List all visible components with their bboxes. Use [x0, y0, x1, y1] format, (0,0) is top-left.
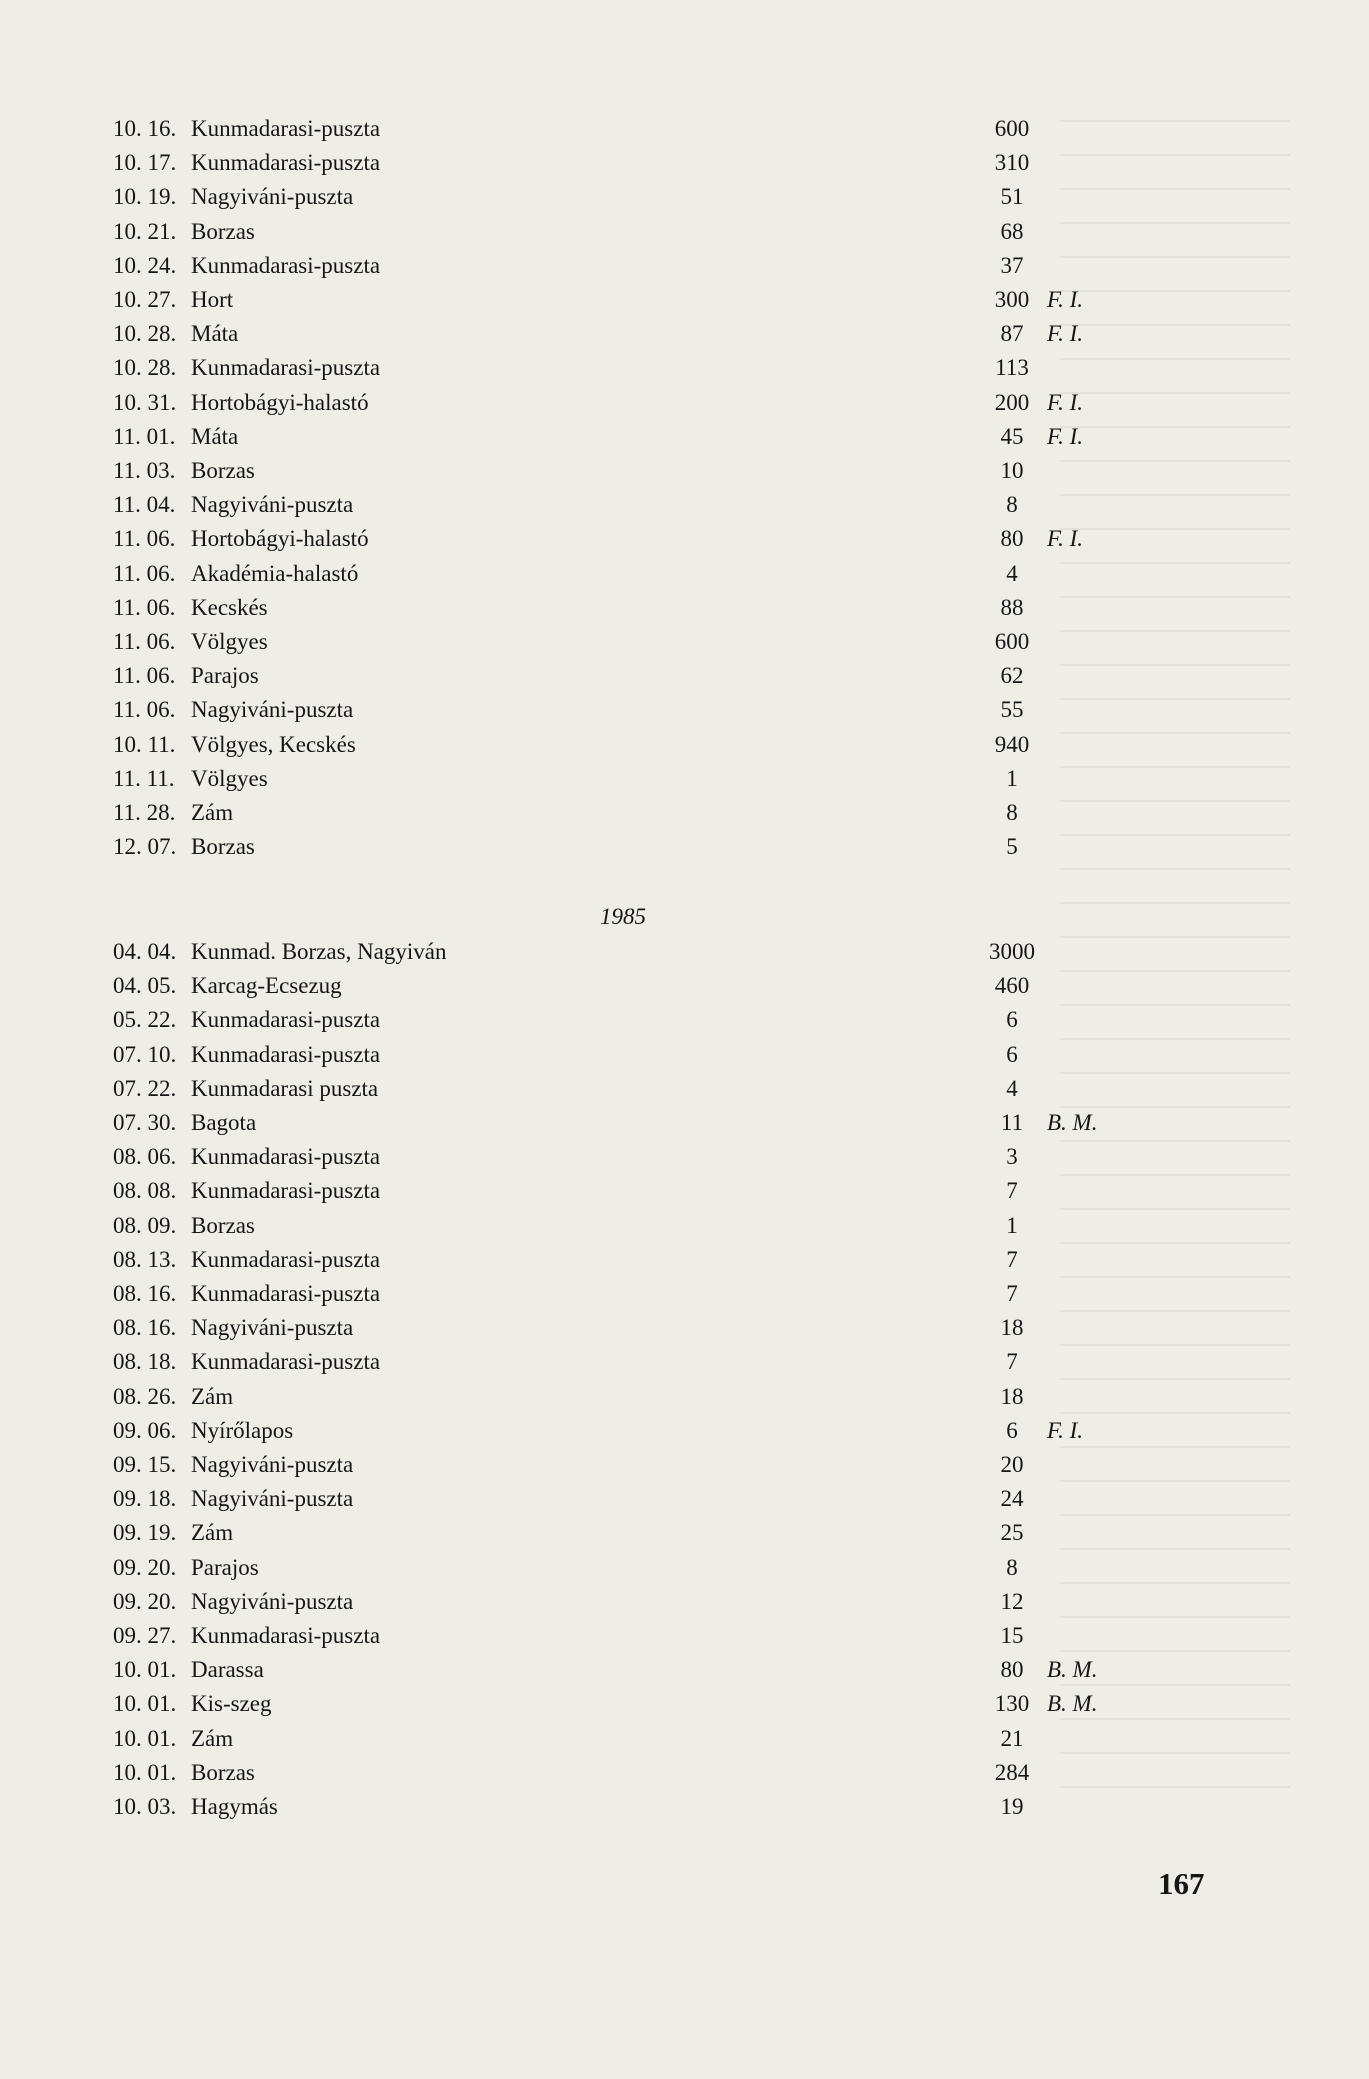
date-cell: 10. 11. [113, 731, 176, 757]
table-row [113, 1551, 1043, 1585]
count-cell: 8 [1006, 492, 1018, 518]
table-row [113, 1277, 1043, 1311]
count-cell: 37 [1000, 252, 1024, 278]
table-row [113, 1209, 1043, 1243]
table-row [113, 969, 1043, 1003]
count-cell: 460 [994, 973, 1030, 999]
place-cell: Zám [191, 1725, 234, 1751]
table-row [113, 1003, 1043, 1037]
place-cell: Borzas [191, 218, 255, 244]
date-cell: 08. 13. [113, 1246, 177, 1272]
date-cell: 11. 06. [113, 629, 176, 654]
count-cell: 8 [1006, 1554, 1018, 1580]
place-cell: Kunmadarasi-puszta [191, 1623, 381, 1648]
place-cell: Borzas [191, 834, 255, 860]
count-cell: 18 [1000, 1315, 1024, 1341]
date-cell: 09. 20. [113, 1588, 177, 1614]
table-row [113, 1243, 1043, 1277]
table-row [113, 1585, 1043, 1619]
place-cell: Nagyiváni-puszta [191, 1486, 354, 1512]
place-cell: Kunmadarasi-puszta [191, 1041, 381, 1067]
place-cell: Kunmadarasi-puszta [191, 355, 381, 381]
count-cell: 45 [1000, 423, 1024, 449]
count-cell: 87 [1000, 321, 1024, 347]
records-1985-table [113, 935, 1098, 1835]
table-row [113, 1414, 1083, 1448]
date-cell: 10. 19. [113, 184, 177, 210]
place-cell: Nagyiváni-puszta [191, 1452, 354, 1477]
table-row [113, 557, 1043, 591]
place-cell: Hortobágyi-halastó [191, 389, 369, 415]
table-row [113, 591, 1043, 625]
place-cell: Kunmadarasi-puszta [191, 1281, 381, 1306]
date-cell: 11. 06. [113, 663, 176, 689]
observer-note: F. I. [1047, 1417, 1083, 1443]
table-row [113, 454, 1043, 488]
table-row [113, 1174, 1043, 1208]
date-cell: 09. 18. [113, 1486, 177, 1512]
date-cell: 10. 27. [113, 287, 177, 312]
date-cell: 11. 01. [113, 423, 176, 449]
count-cell: 300 [994, 287, 1030, 312]
place-cell: Máta [191, 423, 239, 449]
count-cell: 7 [1006, 1349, 1018, 1375]
date-cell: 11. 03. [113, 458, 176, 483]
table-row [113, 1756, 1043, 1790]
place-cell: Hort [191, 287, 234, 312]
count-cell: 600 [994, 629, 1030, 654]
observer-note: F. I. [1047, 389, 1083, 415]
place-cell: Völgyes, Kecskés [191, 731, 356, 757]
table-row [113, 762, 1043, 796]
date-cell: 10. 03. [113, 1794, 177, 1819]
table-row [113, 420, 1083, 454]
place-cell: Kunmadarasi-puszta [191, 1349, 381, 1375]
table-row [113, 146, 1043, 180]
table-row [113, 1345, 1043, 1379]
date-cell: 08. 08. [113, 1178, 177, 1204]
place-cell: Nyírőlapos [191, 1417, 294, 1443]
count-cell: 15 [1000, 1623, 1024, 1648]
place-cell: Hortobágyi-halastó [191, 526, 369, 552]
place-cell: Kunmadarasi-puszta [191, 116, 381, 141]
place-cell: Kunmadarasi-puszta [191, 1144, 381, 1170]
date-cell: 09. 15. [113, 1452, 177, 1477]
records-before-table [113, 112, 1083, 862]
count-cell: 68 [1000, 218, 1024, 244]
date-cell: 07. 22. [113, 1075, 177, 1101]
date-cell: 10. 01. [113, 1657, 177, 1683]
date-cell: 11. 06. [113, 526, 176, 552]
date-cell: 10. 28. [113, 321, 177, 347]
table-row [113, 830, 1043, 864]
place-cell: Völgyes [191, 629, 268, 654]
observer-note: B. M. [1047, 1657, 1098, 1683]
count-cell: 200 [994, 389, 1030, 415]
count-cell: 3000 [989, 939, 1035, 964]
count-cell: 6 [1006, 1417, 1018, 1443]
place-cell: Borzas [191, 1759, 255, 1785]
table-row [113, 1380, 1043, 1414]
observer-note: B. M. [1047, 1110, 1098, 1135]
count-cell: 7 [1006, 1246, 1018, 1272]
count-cell: 284 [994, 1759, 1030, 1785]
date-cell: 10. 01. [113, 1691, 177, 1717]
count-cell: 3 [1006, 1144, 1018, 1170]
table-row [113, 386, 1083, 420]
place-cell: Kunmadarasi puszta [191, 1075, 379, 1101]
count-cell: 6 [1006, 1041, 1018, 1067]
count-cell: 19 [1000, 1794, 1024, 1819]
section-year-heading: 1985 [600, 904, 646, 929]
place-cell: Bagota [191, 1110, 257, 1135]
date-cell: 04. 04. [113, 939, 177, 964]
date-cell: 11. 06. [113, 594, 176, 620]
table-row [113, 1106, 1098, 1140]
count-cell: 113 [995, 355, 1029, 381]
date-cell: 08. 09. [113, 1212, 177, 1238]
count-cell: 10 [1000, 458, 1024, 483]
place-cell: Kunmadarasi-puszta [191, 1246, 381, 1272]
table-row [113, 180, 1043, 214]
table-row [113, 1516, 1043, 1550]
place-cell: Borzas [191, 1212, 255, 1238]
date-cell: 10. 01. [113, 1725, 177, 1751]
table-row [113, 659, 1043, 693]
date-cell: 11. 06. [113, 560, 176, 586]
count-cell: 62 [1000, 663, 1024, 689]
observer-note: F. I. [1047, 526, 1083, 552]
count-cell: 310 [994, 150, 1030, 176]
place-cell: Kecskés [191, 594, 268, 620]
place-cell: Zám [191, 800, 234, 825]
count-cell: 130 [994, 1691, 1030, 1717]
place-cell: Kunmadarasi-puszta [191, 1007, 381, 1033]
table-row [113, 1619, 1043, 1653]
place-cell: Hagymás [191, 1794, 278, 1819]
place-cell: Máta [191, 321, 239, 347]
place-cell: Zám [191, 1383, 234, 1409]
count-cell: 25 [1000, 1520, 1024, 1546]
place-cell: Borzas [191, 458, 255, 483]
table-row [113, 317, 1083, 351]
table-row [113, 625, 1043, 659]
date-cell: 10. 21. [113, 218, 177, 244]
place-cell: Nagyiváni-puszta [191, 697, 354, 723]
place-cell: Darassa [191, 1657, 264, 1683]
count-cell: 11 [1000, 1110, 1024, 1135]
date-cell: 09. 20. [113, 1554, 177, 1580]
place-cell: Karcag-Ecsezug [191, 973, 342, 999]
bleed-through-texture [1060, 120, 1290, 1820]
table-row [113, 1072, 1043, 1106]
table-row [113, 249, 1043, 283]
table-row [113, 935, 1043, 969]
date-cell: 07. 10. [113, 1041, 177, 1067]
date-cell: 07. 30. [113, 1110, 177, 1135]
date-cell: 05. 22. [113, 1007, 177, 1033]
date-cell: 04. 05. [113, 973, 177, 999]
place-cell: Parajos [191, 1554, 259, 1580]
table-row [113, 1140, 1043, 1174]
count-cell: 12 [1000, 1588, 1024, 1614]
date-cell: 09. 06. [113, 1417, 177, 1443]
table-row [113, 1482, 1043, 1516]
place-cell: Kunmad. Borzas, Nagyiván [191, 939, 447, 964]
date-cell: 09. 27. [113, 1623, 177, 1648]
count-cell: 7 [1006, 1178, 1018, 1204]
place-cell: Zám [191, 1520, 234, 1546]
table-row [113, 1038, 1043, 1072]
date-cell: 11. 04. [113, 492, 176, 518]
table-row [113, 1722, 1043, 1756]
observer-note: B. M. [1047, 1691, 1098, 1717]
table-row [113, 522, 1083, 556]
date-cell: 09. 19. [113, 1520, 177, 1546]
place-cell: Kis-szeg [191, 1691, 272, 1717]
date-cell: 11. 11. [113, 765, 175, 791]
count-cell: 88 [1000, 594, 1024, 620]
date-cell: 10. 17. [113, 150, 177, 176]
count-cell: 4 [1006, 1075, 1018, 1101]
count-cell: 4 [1006, 560, 1018, 586]
count-cell: 7 [1006, 1281, 1018, 1306]
date-cell: 08. 16. [113, 1315, 177, 1341]
place-cell: Kunmadarasi-puszta [191, 1178, 381, 1204]
table-row [113, 215, 1043, 249]
place-cell: Nagyiváni-puszta [191, 1588, 354, 1614]
date-cell: 10. 01. [113, 1759, 177, 1785]
count-cell: 8 [1006, 800, 1018, 825]
table-row [113, 1687, 1098, 1721]
count-cell: 24 [1000, 1486, 1024, 1512]
place-cell: Nagyiváni-puszta [191, 492, 354, 518]
date-cell: 10. 28. [113, 355, 177, 381]
table-row [113, 488, 1043, 522]
date-cell: 11. 06. [113, 697, 176, 723]
date-cell: 11. 28. [113, 800, 176, 825]
count-cell: 600 [994, 116, 1030, 141]
place-cell: Nagyiváni-puszta [191, 1315, 354, 1341]
date-cell: 08. 16. [113, 1281, 177, 1306]
date-cell: 08. 26. [113, 1383, 177, 1409]
count-cell: 6 [1006, 1007, 1018, 1033]
date-cell: 08. 06. [113, 1144, 177, 1170]
date-cell: 10. 31. [113, 389, 177, 415]
table-row [113, 693, 1043, 727]
date-cell: 10. 24. [113, 252, 177, 278]
date-cell: 08. 18. [113, 1349, 177, 1375]
place-cell: Kunmadarasi-puszta [191, 252, 381, 278]
date-cell: 10. 16. [113, 116, 177, 141]
observer-note: F. I. [1047, 321, 1083, 347]
count-cell: 51 [1000, 184, 1024, 210]
table-row [113, 1790, 1043, 1824]
count-cell: 5 [1006, 834, 1018, 860]
table-row [113, 1311, 1043, 1345]
count-cell: 80 [1000, 526, 1024, 552]
table-row [113, 1448, 1043, 1482]
count-cell: 80 [1000, 1657, 1024, 1683]
place-cell: Nagyiváni-puszta [191, 184, 354, 210]
page-number: 167 [1158, 1866, 1205, 1901]
place-cell: Völgyes [191, 765, 268, 791]
count-cell: 55 [1000, 697, 1024, 723]
place-cell: Kunmadarasi-puszta [191, 150, 381, 176]
table-row [113, 1653, 1098, 1687]
count-cell: 940 [994, 731, 1030, 757]
table-row [113, 112, 1043, 146]
count-cell: 20 [1000, 1452, 1024, 1477]
table-row [113, 283, 1083, 317]
table-row [113, 796, 1043, 830]
place-cell: Akadémia-halastó [191, 560, 359, 586]
table-row [113, 351, 1043, 385]
count-cell: 18 [1000, 1383, 1024, 1409]
place-cell: Parajos [191, 663, 259, 689]
count-cell: 1 [1006, 765, 1018, 791]
observer-note: F. I. [1047, 287, 1083, 312]
observer-note: F. I. [1047, 423, 1083, 449]
count-cell: 1 [1006, 1212, 1018, 1238]
date-cell: 12. 07. [113, 834, 177, 860]
table-row [113, 728, 1043, 762]
count-cell: 21 [1000, 1725, 1024, 1751]
